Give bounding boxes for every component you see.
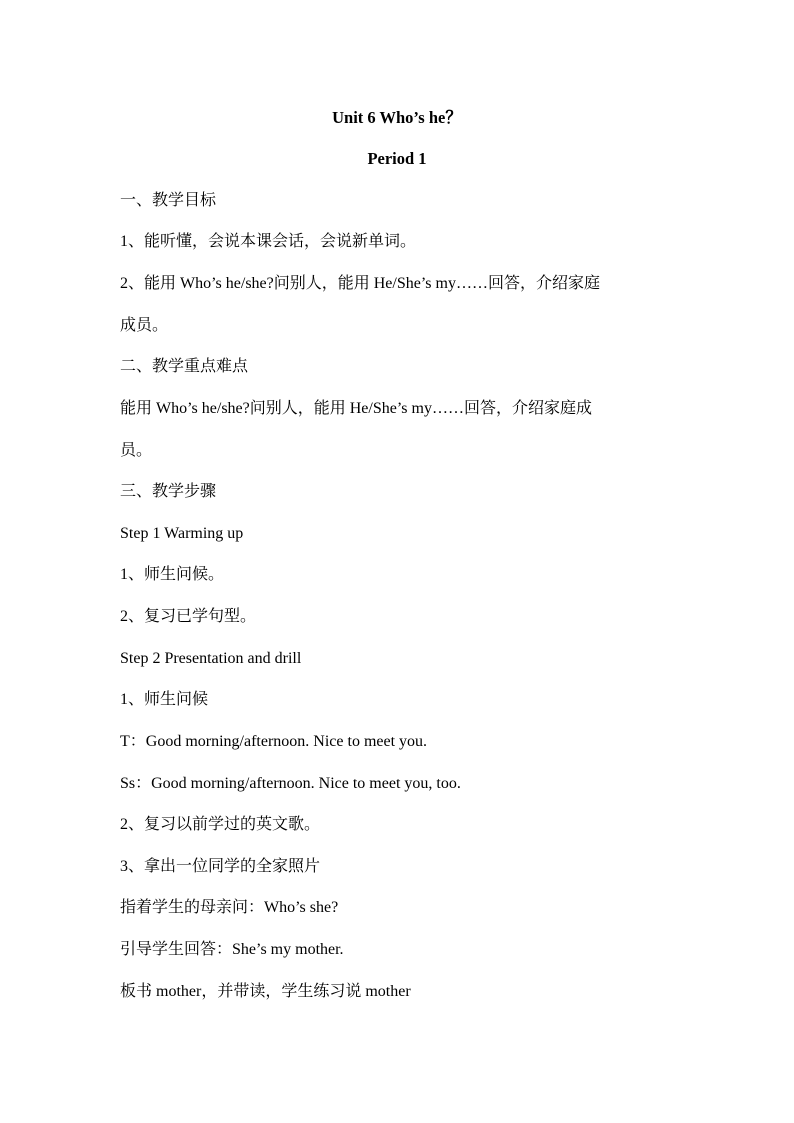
text-line: 引导学生回答：She’s my mother. [120, 941, 344, 958]
text-line: 1、师生问候 [120, 691, 209, 708]
text-line: 板书 mother，并带读，学生练习说 mother [120, 983, 411, 1000]
text-line: 员。 [120, 442, 153, 459]
section-heading-objectives: 一、教学目标 [120, 192, 217, 209]
dialogue-line: T：Good morning/afternoon. Nice to meet you. [120, 733, 428, 750]
section-heading-key-points: 二、教学重点难点 [120, 358, 249, 375]
text-line: 2、复习已学句型。 [120, 608, 257, 625]
text-line: 2、复习以前学过的英文歌。 [120, 816, 321, 833]
step-heading: Step 1 Warming up [120, 525, 244, 542]
text-line: 1、能听懂，会说本课会话，会说新单词。 [120, 233, 417, 250]
text-line: 指着学生的母亲问：Who’s she? [120, 899, 339, 916]
step-heading: Step 2 Presentation and drill [120, 650, 302, 667]
text-line: 成员。 [120, 317, 169, 334]
text-line: 1、师生问候。 [120, 566, 225, 583]
text-line: 能用 Who’s he/she?问别人，能用 He/She’s my……回答，介绍家庭成 [120, 400, 592, 417]
section-heading-steps: 三、教学步骤 [120, 483, 217, 500]
document-title: Unit 6 Who’s he？ [332, 108, 462, 127]
document-subtitle: Period 1 [367, 149, 427, 168]
text-line: 3、拿出一位同学的全家照片 [120, 858, 321, 875]
text-line: 2、能用 Who’s he/she?问别人，能用 He/She’s my……回答，介绍家庭 [120, 275, 600, 292]
dialogue-line: Ss：Good morning/afternoon. Nice to meet you, too. [120, 775, 461, 792]
